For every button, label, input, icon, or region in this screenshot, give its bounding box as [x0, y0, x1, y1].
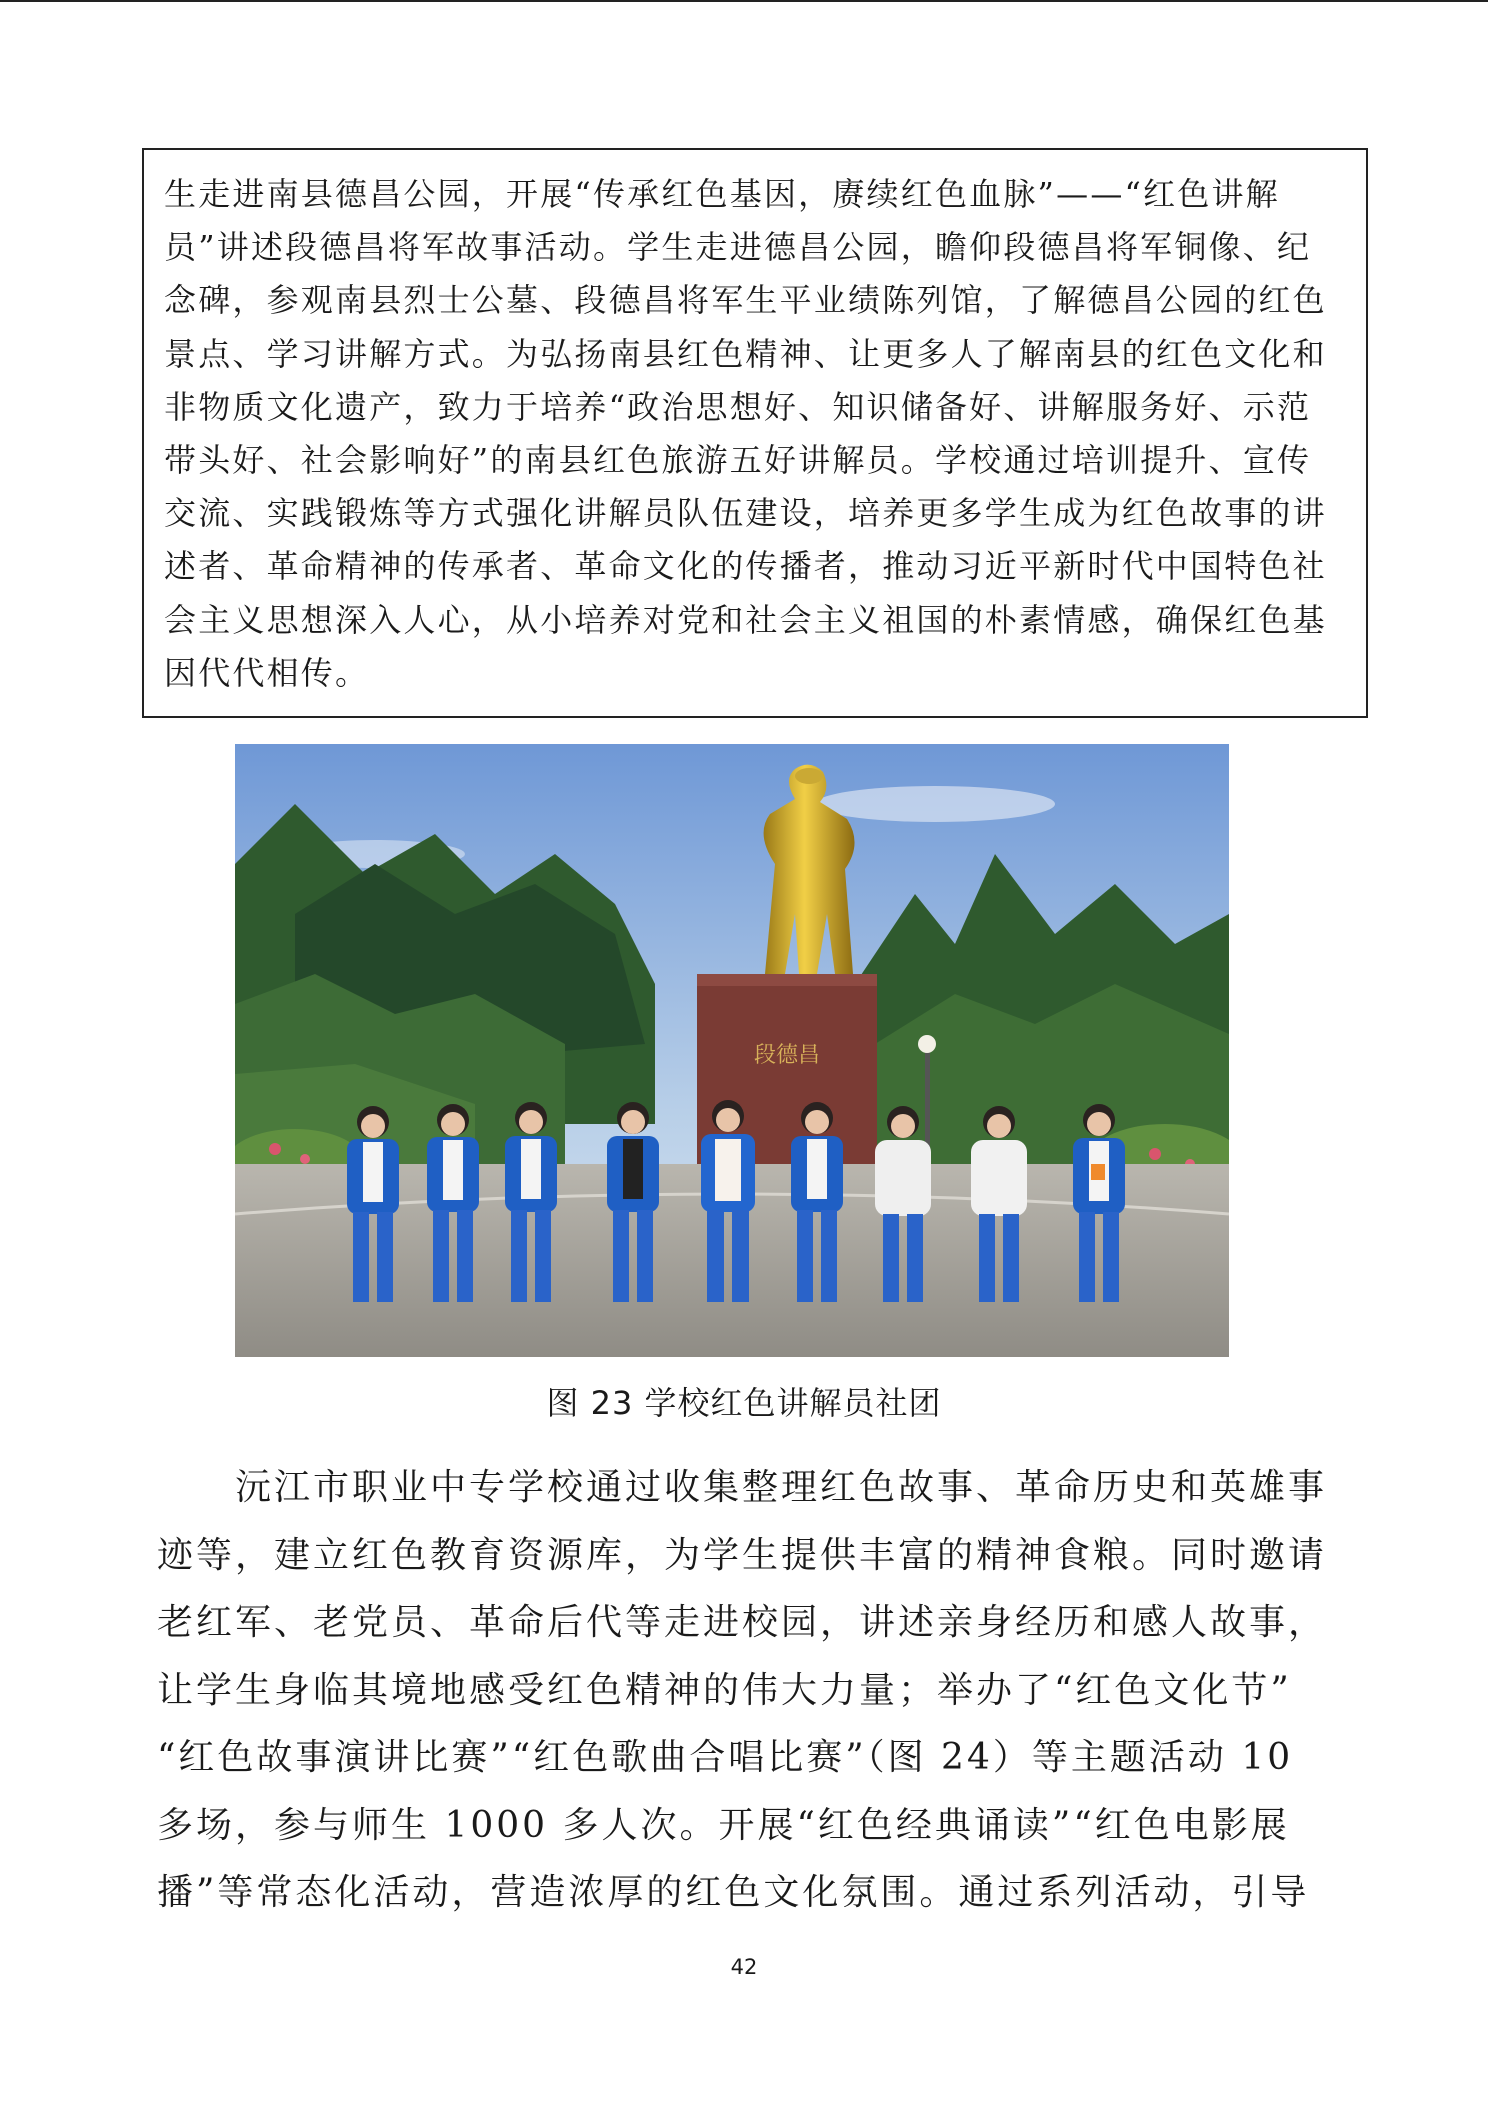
- boxed-line: 员”讲述段德昌将军故事活动。学生走进德昌公园，瞻仰段德昌将军铜像、纪: [164, 228, 1312, 267]
- main-line: 迹等，建立红色教育资源库，为学生提供丰富的精神食粮。同时邀请: [157, 1534, 1328, 1576]
- figure-caption: 图 23 学校红色讲解员社团: [546, 1384, 942, 1422]
- boxed-line: 交流、实践锻炼等方式强化讲解员队伍建设，培养更多学生成为红色故事的讲: [164, 494, 1327, 533]
- boxed-line: 生走进南县德昌公园，开展“传承红色基因，赓续红色血脉”——“红色讲解: [164, 175, 1280, 213]
- statue-group-photo: [235, 744, 1229, 1357]
- main-line: 让学生身临其境地感受红色精神的伟大力量；举办了“红色文化节”: [157, 1669, 1292, 1711]
- main-line: 播”等常态化活动，营造浓厚的红色文化氛围。通过系列活动，引导: [157, 1872, 1310, 1913]
- main-line: “红色故事演讲比赛”“红色歌曲合唱比赛”（图 24）等主题活动 10: [157, 1737, 1294, 1778]
- main-line: 多场，参与师生 1000 多人次。开展“红色经典诵读”“红色电影展: [157, 1804, 1290, 1846]
- top-border-line: [0, 0, 1488, 2]
- boxed-line: 念碑，参观南县烈士公墓、段德昌将军生平业绩陈列馆，了解德昌公园的红色: [164, 281, 1327, 320]
- boxed-line: 述者、革命精神的传承者、革命文化的传播者，推动习近平新时代中国特色社: [164, 547, 1327, 586]
- figure-photo: [235, 744, 1229, 1357]
- boxed-line: 非物质文化遗产，致力于培养“政治思想好、知识储备好、讲解服务好、示范: [164, 387, 1312, 426]
- main-line: 老红军、老党员、革命后代等走进校园，讲述亲身经历和感人故事，: [157, 1602, 1328, 1643]
- main-line: 沅江市职业中专学校通过收集整理红色故事、革命历史和英雄事: [157, 1467, 1328, 1508]
- main-paragraph: [157, 1454, 1340, 1927]
- boxed-line: 因代代相传。: [164, 653, 370, 692]
- monument-inscription: 段德昌: [753, 1043, 821, 1068]
- boxed-line: 会主义思想深入人心，从小培养对党和社会主义祖国的朴素情感，确保红色基: [164, 600, 1327, 639]
- page-number: 42: [730, 1955, 758, 1979]
- boxed-line: 景点、学习讲解方式。为弘扬南县红色精神、让更多人了解南县的红色文化和: [164, 334, 1327, 373]
- boxed-paragraph: [164, 168, 1346, 700]
- boxed-line: 带头好、社会影响好”的南县红色旅游五好讲解员。学校通过培训提升、宣传: [164, 441, 1312, 480]
- boxed-text-section: [142, 148, 1368, 718]
